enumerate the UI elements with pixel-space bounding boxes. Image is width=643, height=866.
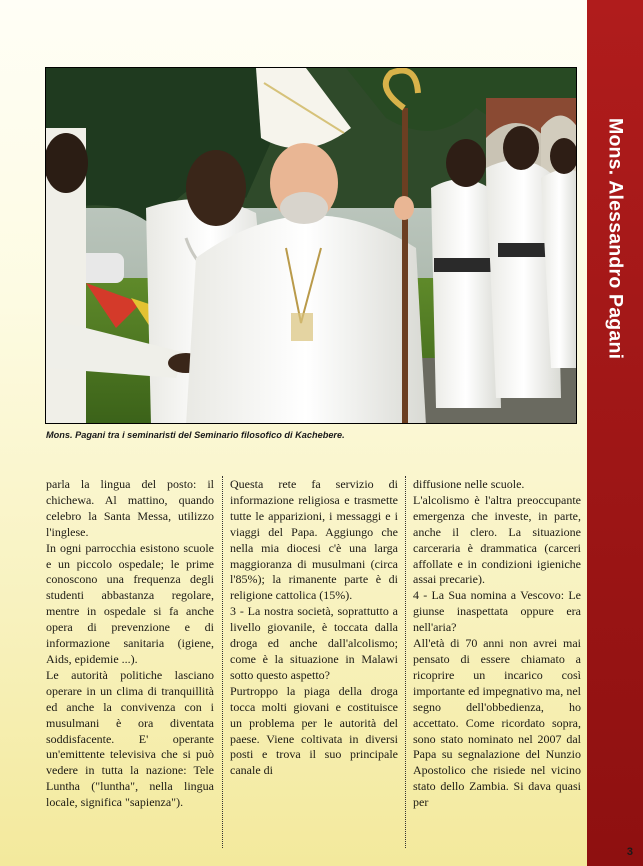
- paragraph: In ogni parrocchia esistono scuole e un piccolo ospedale; le prime conoscono una frequenza degli studenti abbastanza regolare, mentre in ospedale si fa anche opera di prevenzione e di informazione sanitaria (igiene, Aids, epidemie ...).: [46, 540, 214, 666]
- paragraph: All'età di 70 anni non avrei mai pensato di essere chiamato a ricoprire un incarico così importante ed impegnativo ma, nel segno dell'obbedienza, ho accettato. Come ricordato sopra, sono stato nominato nel 2007 dal Papa su segnalazione del Nunzio Apostolico che risiede nel vicino stato dello Zambia. Si dava quasi per: [413, 636, 581, 810]
- sidebar-band: [587, 0, 643, 866]
- column-divider: [405, 476, 406, 848]
- article-column-2: [230, 477, 398, 849]
- article-column-1: [46, 477, 214, 849]
- paragraph: parla la lingua del posto: il chichewa. Al mattino, quando celebro la Santa Messa, utilizzo l'inglese.: [46, 477, 214, 539]
- article-column-3: [413, 477, 581, 849]
- paragraph: L'alcolismo è l'altra preoccupante emergenza che investe, in parte, anche il clero. La situazione carceraria è drammatica (carceri affollate e in condizioni igieniche assai precarie).: [413, 492, 581, 587]
- photo-caption: Mons. Pagani tra i seminaristi del Seminario filosofico di Kachebere.: [46, 430, 345, 440]
- article-photo: [45, 67, 577, 424]
- interview-question: 3 - La nostra società, soprattutto a livello giovanile, è toccata dalla droga ed anche dall'alcolismo; come è la situazione in Malawi sotto questo aspetto?: [230, 604, 398, 682]
- paragraph: Le autorità politiche lasciano operare in un clima di tranquillità ed anche la convivenza con i musulmani è ora diventata soddisfacente. E' operante un'emittente televisiva che si può vedere in tutta la nazione: Tele Luntha ("luntha", nella lingua locale, significa "sapienza").: [46, 667, 214, 810]
- interview-question: 4 - La Sua nomina a Vescovo: Le giunse inaspettata oppure era nell'aria?: [413, 588, 581, 635]
- paragraph: Purtroppo la piaga della droga tocca molti giovani e costituisce un problema per le autorità del paese. Viene coltivata in diversi posti e trova il suo principale canale di: [230, 683, 398, 778]
- column-divider: [222, 476, 223, 848]
- sidebar-title: Mons. Alessandro Pagani: [604, 118, 627, 360]
- page-number: 3: [626, 846, 633, 858]
- paragraph: diffusione nelle scuole.: [413, 477, 525, 491]
- photo-illustration: [46, 68, 577, 424]
- paragraph: Questa rete fa servizio di informazione religiosa e trasmette tutte le apparizioni, i messaggi e i viaggi del Papa. Aggiungo che nella mia diocesi c'è una larga maggioranza di musulmani (circa l'85%); la rimanente parte è di religione cattolica (15%).: [230, 477, 398, 603]
